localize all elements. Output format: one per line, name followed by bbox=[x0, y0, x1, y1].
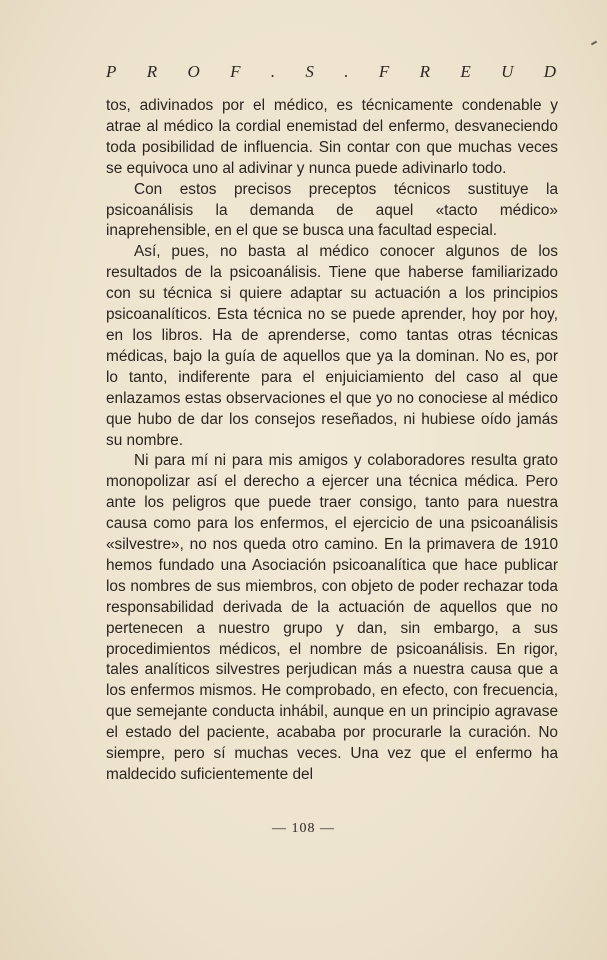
paragraph: Con estos precisos preceptos técnicos sustituye la psicoanálisis la demanda de aquel «tacto médico» inaprehensible, en el que se busca una facultad especial. bbox=[106, 180, 558, 240]
header-letter: S bbox=[305, 62, 316, 81]
paragraph-continued: tos, adivinados por el médico, es técnicamente condenable y atrae al médico la cordial enemistad del enfermo, desvaneciendo toda posibilidad de influencia. Sin contar con que muchas veces se equivoca uno al adivinar y nunca puede adivinarlo todo. bbox=[106, 97, 558, 177]
header-letter: E bbox=[460, 62, 473, 81]
header-letter: D bbox=[543, 62, 558, 81]
header-letter: . bbox=[344, 62, 351, 81]
paragraph: Así, pues, no basta al médico conocer algunos de los resultados de la psicoanálisis. Tiene que haberse familiarizado con su técnica si quiere adaptar su actuación a los principios psicoanalíticos. Esta técnica no se puede aprender, hoy por hoy, en los libros. Ha de aprenderse, como tantas otras técnicas médicas, bajo la guía de aquellos que ya la dominan. No es, por lo tanto, indiferente para el enjuiciamiento del caso al que enlazamos estas observaciones el que yo no conociese al médico que hubo de dar los consejos reseñados, ni hubiese oído jamás su nombre. bbox=[106, 243, 558, 449]
page-number: — 108 — bbox=[272, 821, 335, 836]
header-letter: U bbox=[501, 62, 516, 81]
header-letter: F bbox=[230, 62, 243, 81]
header-letter: O bbox=[187, 62, 202, 81]
header-letter: . bbox=[270, 62, 278, 81]
ink-speck bbox=[591, 41, 597, 46]
header-letter: R bbox=[419, 62, 432, 81]
body-text bbox=[106, 96, 558, 786]
header-letter: R bbox=[146, 62, 160, 81]
header-letter: F bbox=[378, 62, 392, 81]
paragraph: Ni para mí ni para mis amigos y colaboradores resulta grato monopolizar así el derecho a ejercer una técnica médica. Pero ante los peligros que puede traer consigo, tanto para nuestra causa como para los enfermos, el ejercicio de una psicoanálisis «silvestre», no nos queda otro camino. En la primavera de 1910 hemos fundado una Asociación psicoanalítica que hace publicar los nombres de sus miembros, con objeto de poder rechazar toda responsabilidad derivada de la actuación de aquellos que no pertenecen a nuestro grupo y dan, sin embargo, a sus procedimientos médicos, el nombre de psicoanálisis. En rigor, tales analíticos silvestres perjudican más a nuestra causa que a los enfermos mismos. He comprobado, en efecto, con frecuencia, que semejante conducta inhábil, aunque en un principio agravase el estado del paciente, acababa por procurarle la curación. No siempre, pero sí muchas veces. Una vez que el enfermo ha maldecido suficientemente del bbox=[106, 452, 558, 783]
running-header bbox=[106, 62, 558, 82]
header-letter: P bbox=[106, 62, 119, 81]
